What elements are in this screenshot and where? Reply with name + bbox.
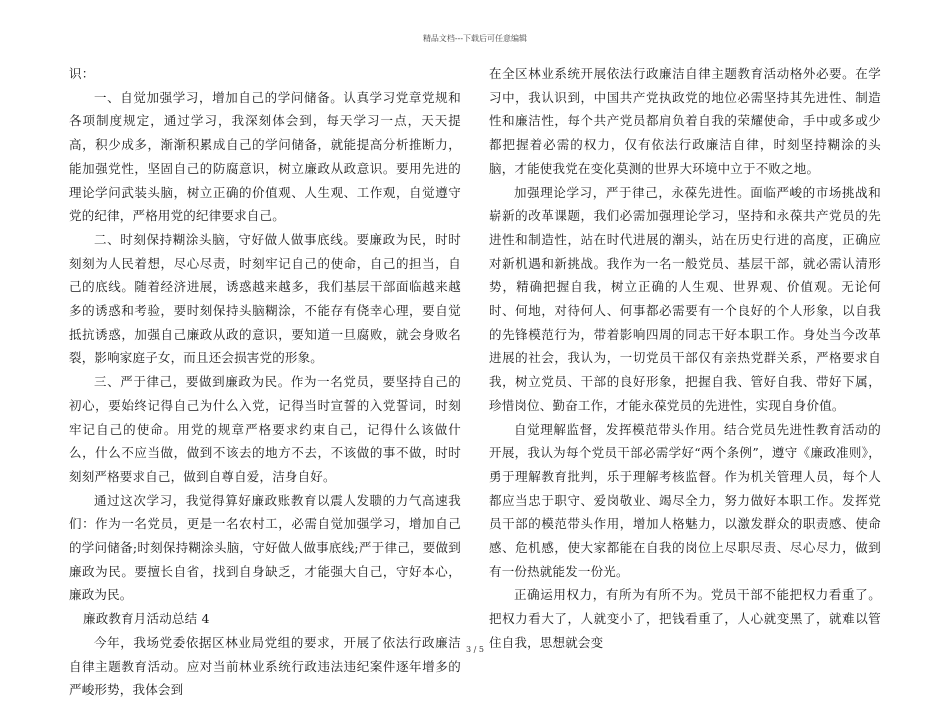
paragraph: 在全区林业系统开展依法行政廉洁自律主题教育活动格外必要。在学习中，我认识到，中国共产党执政党的地位必需坚持其先进性、制造性和廉洁性，每个共产党员都肩负着自我的荣耀使命，手中或多或少都把握着必需的权力，仅有依法行政廉洁自律，时刻坚持糊涂的头脑，才能使我党在变化莫测的世界大环境中立于不败之地。 (489, 66, 881, 176)
right-column (489, 62, 881, 655)
paragraph: 今年，我场党委依据区林业局党组的要求，开展了依法行政廉洁自律主题教育活动。应对当前林业系统行政违法违纪案件逐年增多的严峻形势，我体会到 (69, 634, 461, 698)
section-heading: 廉政教育月活动总结 4 (83, 611, 210, 627)
paragraph: 识： (69, 66, 95, 81)
paragraph: 加强理论学习，严于律己，永葆先进性。面临严峻的市场挑战和崭新的改革课题，我们必需加强理论学习，坚持和永葆共产党员的先进性和制造性，站在时代进展的潮头，站在历史行进的高度，正确应对新机遇和新挑战。我作为一名一般党员、基层干部，就必需认清形势，精确把握自我，树立正确的人生观、世界观、价值观。无论何时、何地，对待何人、何事都必需要有一个良好的个人形象，以自我的先锋模范行为，带着影响四周的同志干好本职工作。身处当今改革进展的社会，我认为，一切党员干部仅有亲热党群关系，严格要求自我，树立党员、干部的良好形象，把握自我、管好自我、带好下属，珍惜岗位、勤奋工作，才能永葆党员的先进性，实现自身价值。 (489, 184, 881, 413)
page-number: 3 / 5 (466, 645, 484, 654)
paragraph: 三、严于律己，要做到廉政为民。作为一名党员，要坚持自己的初心，要始终记得自己为什么入党，记得当时宣誓的入党誓词，时刻牢记自己的使命。用党的规章严格要求约束自己，记得什么该做什么，什么不应当做，做到不该去的地方不去，不该做的事不做，时时刻刻严格要求自己，做到自尊自爱，洁身自好。 (69, 374, 461, 484)
left-column (69, 62, 461, 702)
page-header: 精品文档---下载后可任意编辑 (422, 34, 528, 43)
paragraph: 自觉理解监督，发挥模范带头作用。结合党员先进性教育活动的开展，我认为每个党员干部必需学好“两个条例”，遵守《廉政准则》，勇于理解教育批判，乐于理解考核监督。作为机关管理人员，每个人都应当忠于职守、爱岗敬业、竭尽全力，努力做好本职工作。发挥党员干部的模范带头作用，增加人格魅力，以激发群众的职责感、使命感、危机感，使大家都能在自我的岗位上尽职尽责、尽心尽力，做到有一份热就能发一份光。 (489, 421, 881, 579)
paragraph: 二、时刻保持糊涂头脑，守好做人做事底线。要廉政为民，时时刻刻为人民着想，尽心尽责，时刻牢记自己的使命，自己的担当，自己的底线。随着经济进展，诱惑越来越多，我们基层干部面临越来越多的诱惑和考验，要时刻保持头脑糊涂，不能存有侥幸心理，要自觉抵抗诱惑，加强自己廉政从政的意识，要知道一旦腐败，就会身败名裂，影响家庭子女，而且还会损害党的形象。 (69, 231, 461, 366)
paragraph: 通过这次学习，我觉得算好廉政账教育以震人发聩的力气高速我们：作为一名党员，更是一名农村工，必需自觉加强学习，增加自己的学问储备;时刻保持糊涂头脑，守好做人做事底线;严于律己，要做到廉政为民。要擅长自省，找到自身缺乏，才能强大自己，守好本心，廉政为民。 (69, 492, 461, 603)
paragraph: 一、自觉加强学习，增加自己的学问储备。认真学习党章党规和各项制度规定，通过学习，我深刻体会到，每天学习一点，天天提高，积少成多，渐渐积累成自己的学问储备，就能提高分析推断力，能加强党性，坚固自己的防腐意识，树立廉政从政意识。要用先进的理论学问武装头脑，树立正确的价值观、人生观、工作观，自觉遵守党的纪律，严格用党的纪律要求自己。 (69, 89, 461, 224)
paragraph: 正确运用权力，有所为有所不为。党员干部不能把权力看重了。把权力看大了，人就变小了，把钱看重了，人心就变黑了，就难以管住自我，思想就会变 (489, 587, 881, 650)
